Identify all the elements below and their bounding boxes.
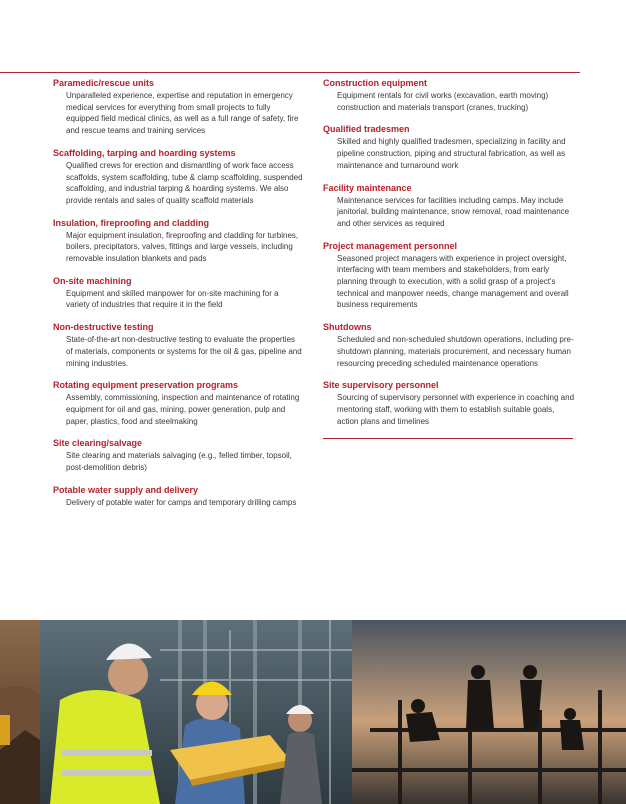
right-column-end-divider	[323, 438, 573, 439]
service-description: Delivery of potable water for camps and temporary drilling camps	[66, 497, 297, 507]
service-description: Seasoned project managers with experience in project oversight, interfacing with team members and stakeholders, from early planning through to execution, with a solid grasp of a project's technical and manpower needs, change management and overall business requirements	[337, 253, 569, 310]
service-title: Paramedic/rescue units	[53, 78, 155, 88]
service-item-site-clearing	[53, 438, 303, 473]
service-description: Sourcing of supervisory personnel with experience in coaching and mentoring staff, working with them to establish suitable goals, action plans and timelines	[337, 393, 575, 426]
service-description: Maintenance services for facilities including camps. May include janitorial, building maintenance, snow removal, road maintenance and other services as required	[337, 195, 570, 228]
workers-with-plans-photo	[40, 620, 352, 804]
service-description: Equipment and skilled manpower for on-site machining for a variety of industries that require it in the field	[66, 288, 279, 310]
service-description: Unparalleled experience, expertise and reputation in emergency medical services for everything from small projects to fully equipped field medical clinics, as well as a full range of safety, fire and rescue teams and training services	[66, 91, 299, 136]
service-title: Non-destructive testing	[53, 322, 154, 333]
service-title: Potable water supply and delivery	[53, 484, 199, 495]
service-title: Facility maintenance	[323, 182, 412, 193]
service-item-rotating-equipment	[53, 380, 303, 427]
service-title: Site clearing/salvage	[53, 438, 143, 449]
photo-strip	[0, 620, 626, 804]
service-description: State-of-the-art non-destructive testing to evaluate the properties of materials, components or systems for the oil & gas, pipeline and mining industries.	[66, 335, 302, 368]
excavation-photo	[0, 620, 40, 804]
service-title: On-site machining	[53, 275, 132, 286]
service-description: Scheduled and non-scheduled shutdown operations, including pre-shutdown planning, materials procurement, and necessary human resourcing preceding scheduled maintenance operations	[337, 335, 574, 368]
service-item-scaffolding	[53, 148, 303, 207]
service-title: Scaffolding, tarping and hoarding systems	[53, 147, 236, 158]
service-item-insulation	[53, 218, 303, 265]
right-services-column	[323, 78, 575, 439]
left-services-column	[53, 78, 303, 519]
service-item-tradesmen	[323, 124, 575, 171]
service-item-shutdowns	[323, 322, 575, 369]
service-item-site-supervisory	[323, 380, 575, 427]
service-item-paramedic	[53, 78, 303, 137]
service-description: Assembly, commissioning, inspection and maintenance of rotating equipment for oil and gas, mining, power generation, pulp and paper, plastics, food and steelmaking	[66, 393, 300, 426]
service-title: Insulation, fireproofing and cladding	[53, 217, 209, 228]
service-item-machining	[53, 276, 303, 311]
service-title: Qualified tradesmen	[323, 124, 410, 135]
service-description: Skilled and highly qualified tradesmen, specializing in facility and pipeline construction, piping and structural fabrication, as well as maintenance and turnaround work	[337, 137, 566, 170]
service-item-facility-maintenance	[323, 183, 575, 230]
service-item-potable-water	[53, 485, 303, 509]
service-title: Site supervisory personnel	[323, 380, 439, 391]
service-description: Qualified crews for erection and dismantling of work face access scaffolds, system scaffolding, tube & clamp scaffolding, suspended scaffolding, and industrial tarping & hoarding systems. We also provide rentals and sales of quality scaffold materials	[66, 160, 303, 205]
service-title: Shutdowns	[323, 322, 372, 333]
silhouette-workers-sunset-photo	[352, 620, 626, 804]
service-item-ndt	[53, 322, 303, 369]
service-item-project-management	[323, 241, 575, 312]
top-divider	[0, 72, 580, 73]
service-description: Site clearing and materials salvaging (e.g., felled timber, topsoil, post-demolition debris)	[66, 451, 292, 473]
service-item-construction-equipment	[323, 78, 575, 113]
service-title: Rotating equipment preservation programs	[53, 380, 239, 391]
service-description: Equipment rentals for civil works (excavation, earth moving) construction and materials transport (cranes, trucking)	[337, 91, 549, 112]
service-description: Major equipment insulation, fireproofing and cladding for turbines, boilers, precipitators, valves, fittings and large vessels, including removable insulation blankets and pads	[66, 230, 299, 264]
service-title: Construction equipment	[323, 78, 427, 88]
service-title: Project management personnel	[323, 240, 458, 251]
